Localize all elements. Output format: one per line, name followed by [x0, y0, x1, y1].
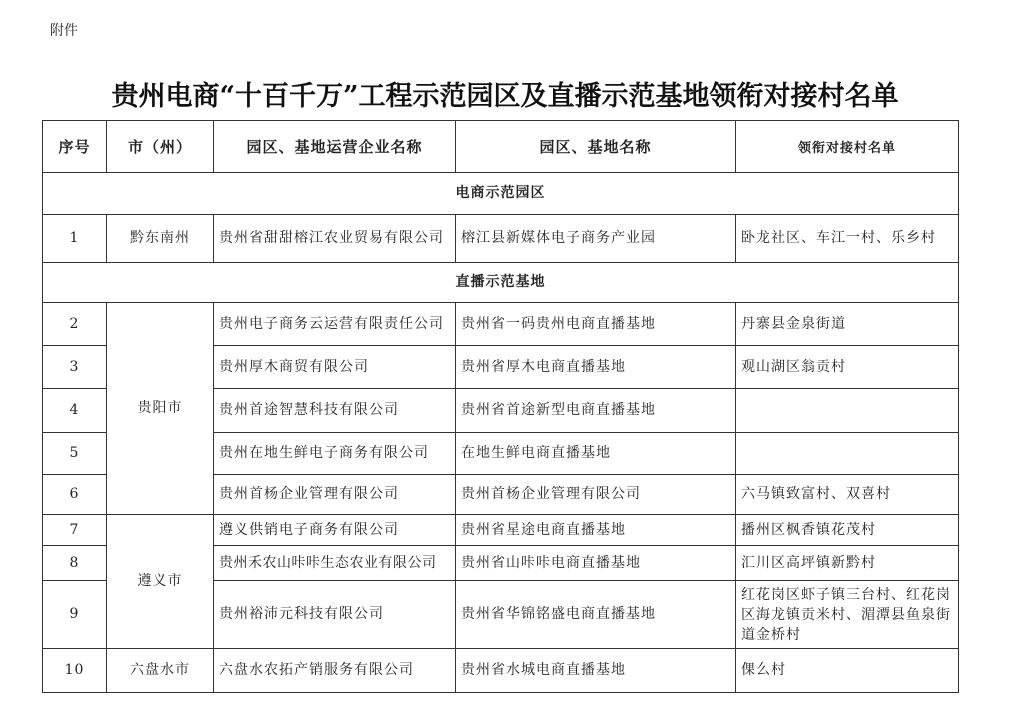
row-base: 在地生鲜电商直播基地 — [456, 433, 736, 475]
row-villages — [736, 389, 959, 433]
row-no: 1 — [43, 215, 107, 263]
row-base: 贵州省山咔咔电商直播基地 — [456, 546, 736, 581]
header-base: 园区、基地名称 — [456, 121, 736, 173]
row-city: 贵阳市 — [107, 303, 214, 515]
row-company: 贵州禾农山咔咔生态农业有限公司 — [214, 546, 456, 581]
row-no: 10 — [43, 649, 107, 693]
section-title: 直播示范基地 — [43, 263, 959, 303]
row-base: 贵州省首途新型电商直播基地 — [456, 389, 736, 433]
row-villages: 倮么村 — [736, 649, 959, 693]
row-company: 贵州在地生鲜电子商务有限公司 — [214, 433, 456, 475]
header-no: 序号 — [43, 121, 107, 173]
row-company: 贵州首途智慧科技有限公司 — [214, 389, 456, 433]
section-row — [43, 173, 959, 215]
row-villages: 丹寨县金泉街道 — [736, 303, 959, 346]
row-city: 六盘水市 — [107, 649, 214, 693]
row-company: 遵义供销电子商务有限公司 — [214, 515, 456, 546]
row-company: 六盘水农拓产销服务有限公司 — [214, 649, 456, 693]
row-no: 2 — [43, 303, 107, 346]
table-row — [43, 215, 959, 263]
row-base: 贵州省华锦铭盛电商直播基地 — [456, 581, 736, 649]
section-row — [43, 263, 959, 303]
row-villages: 卧龙社区、车江一村、乐乡村 — [736, 215, 959, 263]
row-city: 黔东南州 — [107, 215, 214, 263]
row-company: 贵州裕沛元科技有限公司 — [214, 581, 456, 649]
row-villages: 六马镇致富村、双喜村 — [736, 475, 959, 515]
row-company: 贵州省甜甜榕江农业贸易有限公司 — [214, 215, 456, 263]
document-title: 贵州电商“十百千万”工程示范园区及直播示范基地领衔对接村名单 — [111, 81, 899, 112]
row-base: 榕江县新媒体电子商务产业园 — [456, 215, 736, 263]
row-company: 贵州厚木商贸有限公司 — [214, 346, 456, 389]
section-title: 电商示范园区 — [43, 173, 959, 215]
header-company: 园区、基地运营企业名称 — [214, 121, 456, 173]
row-company: 贵州电子商务云运营有限责任公司 — [214, 303, 456, 346]
row-base: 贵州首杨企业管理有限公司 — [456, 475, 736, 515]
table-header-row — [43, 121, 959, 173]
row-no: 3 — [43, 346, 107, 389]
row-city: 遵义市 — [107, 515, 214, 649]
row-villages: 红花岗区虾子镇三台村、红花岗区海龙镇贡米村、湄潭县鱼泉街道金桥村 — [736, 581, 959, 649]
row-villages: 观山湖区翁贡村 — [736, 346, 959, 389]
row-base: 贵州省水城电商直播基地 — [456, 649, 736, 693]
row-villages: 播州区枫香镇花茂村 — [736, 515, 959, 546]
row-no: 4 — [43, 389, 107, 433]
header-city: 市（州） — [107, 121, 214, 173]
village-list-table — [42, 120, 959, 693]
table-row — [43, 303, 959, 346]
table-row — [43, 515, 959, 546]
attachment-label: 附件 — [50, 23, 78, 39]
row-base: 贵州省厚木电商直播基地 — [456, 346, 736, 389]
row-no: 9 — [43, 581, 107, 649]
row-company: 贵州首杨企业管理有限公司 — [214, 475, 456, 515]
row-no: 5 — [43, 433, 107, 475]
table-row — [43, 649, 959, 693]
header-villages: 领衔对接村名单 — [736, 121, 959, 173]
row-no: 8 — [43, 546, 107, 581]
row-no: 6 — [43, 475, 107, 515]
row-no: 7 — [43, 515, 107, 546]
row-base: 贵州省星途电商直播基地 — [456, 515, 736, 546]
row-villages: 汇川区高坪镇新黔村 — [736, 546, 959, 581]
row-villages — [736, 433, 959, 475]
row-base: 贵州省一码贵州电商直播基地 — [456, 303, 736, 346]
